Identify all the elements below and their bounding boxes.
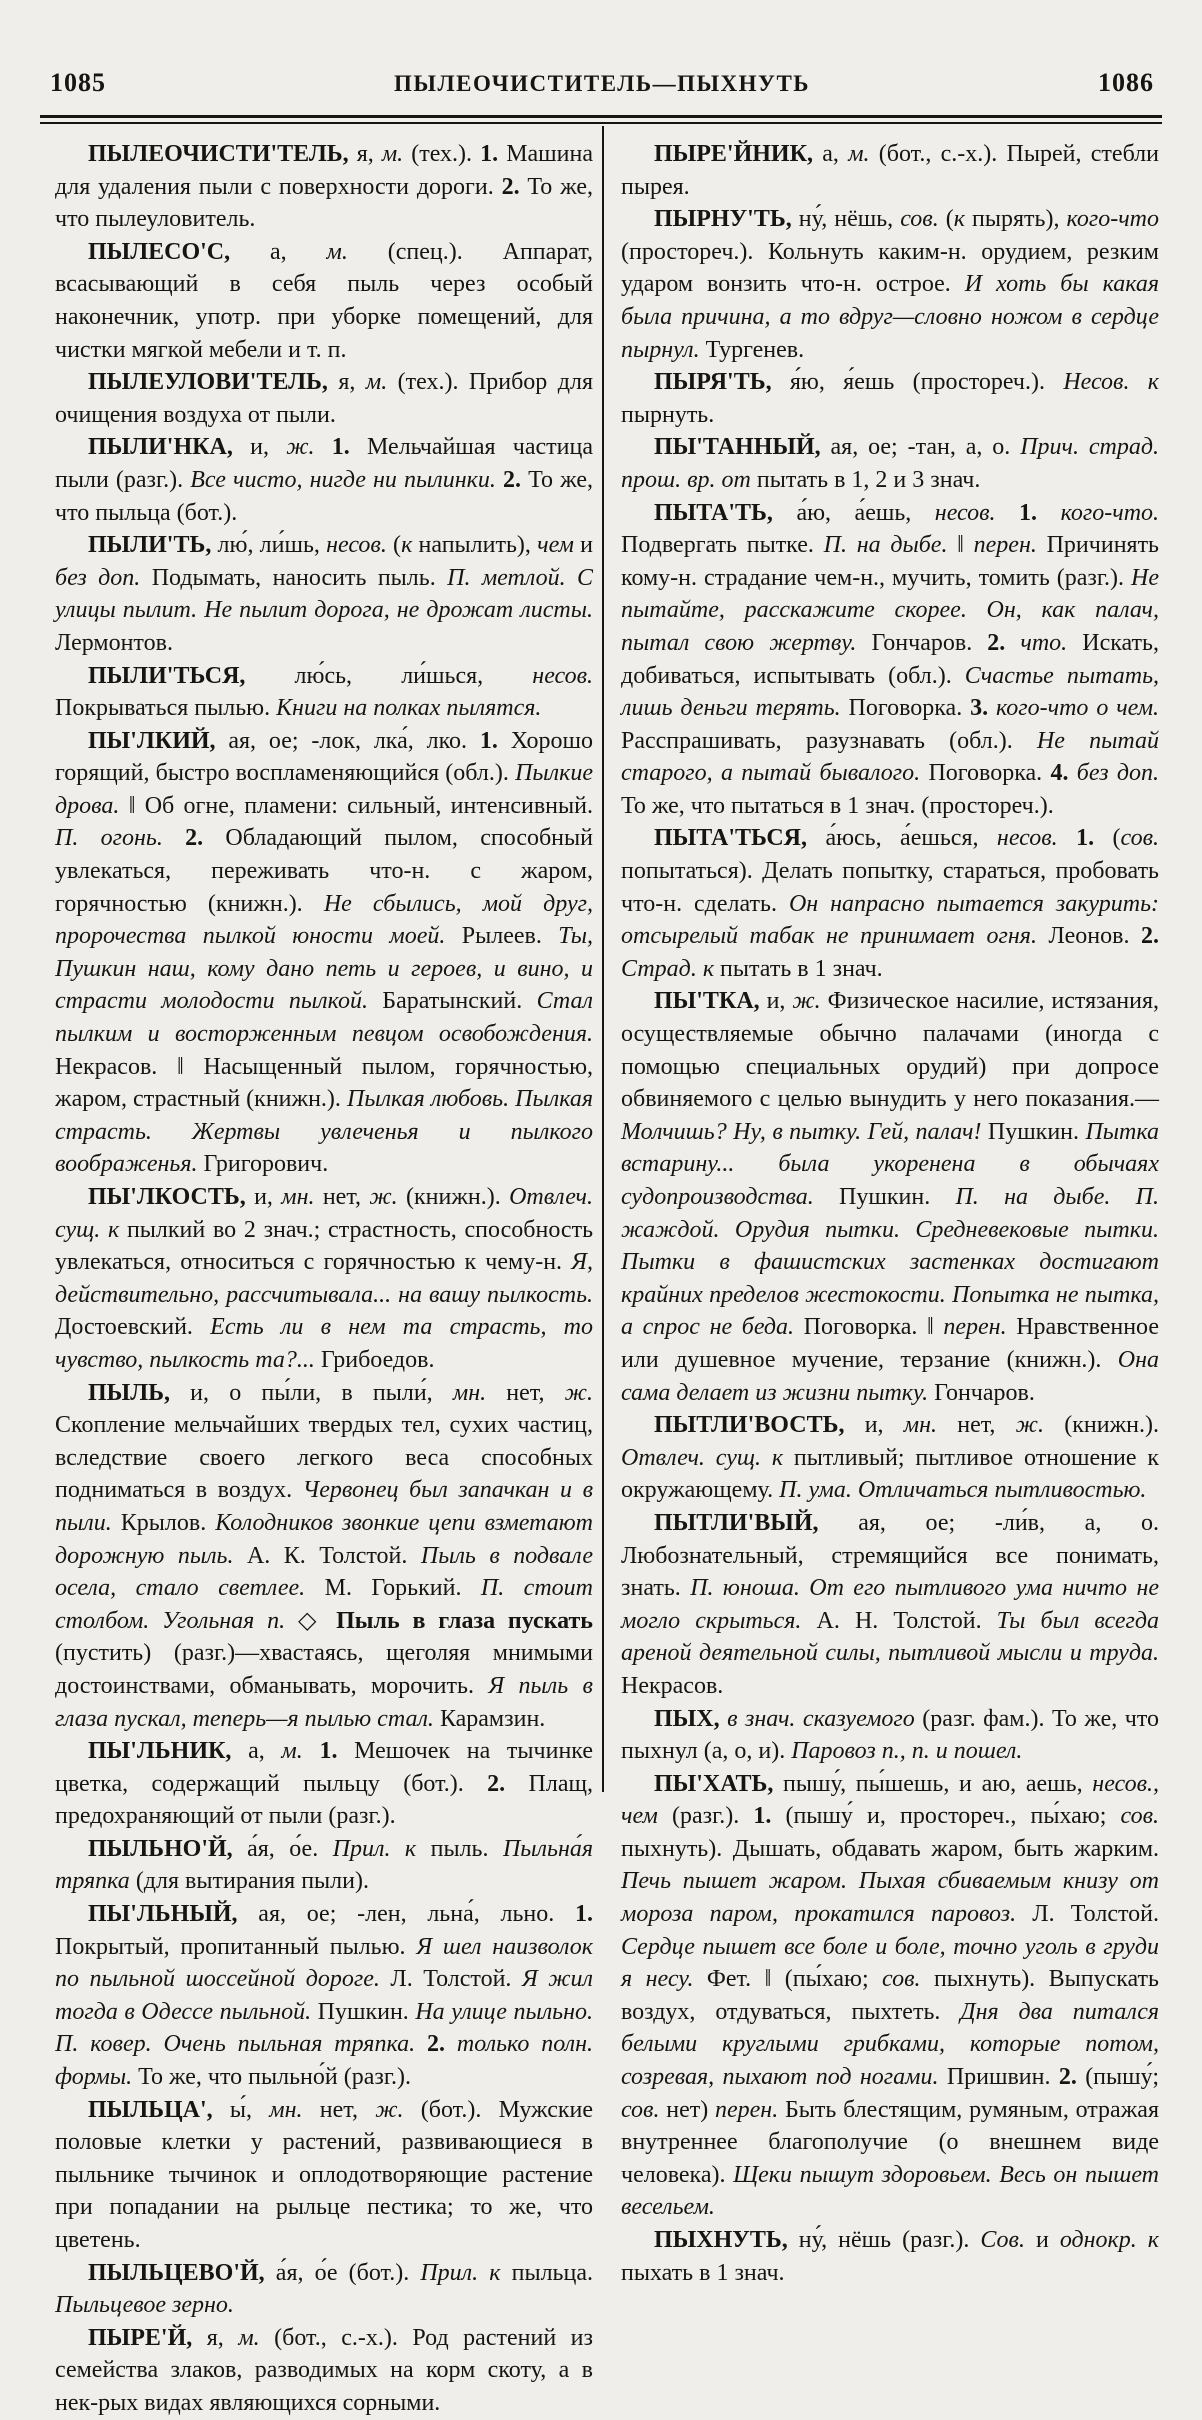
dictionary-entry [621, 497, 1159, 823]
entry-italic-text: несов. [934, 499, 996, 526]
entry-italic-text: Все чисто, нигде ни пылинки. [190, 466, 496, 493]
entry-text: пыль. [416, 1835, 503, 1862]
entry-italic-text: однокр. к [1059, 2227, 1160, 2253]
entry-text: (бот.). Мужские половые клетки у растений, развивающиеся в пыльнике тычинок и оплодотворяющие растение при попадании на рыльце пестика; то же, что цветень. [55, 2096, 593, 2253]
entry-bold-text: ПЫТЛИ'ВОСТЬ, [654, 1412, 845, 1439]
entry-text: Гончаров. [928, 1379, 1035, 1406]
entry-text: пытливый; пытливое отношение к окружающему. [621, 1444, 1159, 1504]
entry-italic-text: П. стоит столбом. Угольная п. [55, 1575, 593, 1634]
entry-italic-text: несов., чем [621, 1770, 1159, 1830]
entry-italic-text: сов. [900, 206, 939, 233]
entry-italic-text: сов. [882, 1966, 921, 1993]
dictionary-entry [621, 203, 1159, 366]
entry-text: напылить), [412, 532, 538, 559]
entry-text: лю́сь, ли́шься, [245, 662, 533, 689]
entry-text: (пустить) (разг.)—хвастаясь, щеголяя мнимыми достоинствами, обманывать, морочить. [55, 1640, 593, 1699]
entry-text: (разг. фам.). То же, что пыхнул (а, о, и). [621, 1705, 1159, 1765]
entry-text: (простореч.). Кольнуть каким-н. орудием, резким ударом вонзить что-н. острое. [621, 238, 1159, 298]
entry-text: и, [759, 988, 793, 1015]
entry-italic-text: П. на дыбе. [823, 532, 948, 559]
entry-bold-text: ПЫЛИ'НКА, [88, 434, 233, 461]
entry-italic-text: Сов. [980, 2227, 1025, 2253]
entry-italic-text: ж. [369, 1184, 398, 1210]
entry-text: Нравственное или душевное мучение, терзание (книжн.). [621, 1314, 1160, 1373]
entry-text: пылкий во 2 знач.; страстность, способность увлекаться, относиться с горячностью к чему-н. [55, 1216, 594, 1276]
entry-italic-text: Колодников звонкие цепи взметают дорожную пыль. [55, 1509, 593, 1569]
entry-bold-text: 2. [501, 173, 520, 200]
entry-italic-text: Пылкие дрова. [55, 760, 593, 819]
entry-text: (пышу́; [1076, 2064, 1159, 2091]
entry-bold-text: ПЫРЕ'Й, [88, 2324, 193, 2351]
entry-text: Лермонтов. [55, 629, 173, 656]
dictionary-entry [621, 1768, 1159, 2224]
entry-italic-text: несов. [532, 662, 593, 689]
dictionary-entry [621, 431, 1159, 496]
entry-bold-text: 1. [1076, 825, 1095, 852]
entry-text: Тургенев. [699, 336, 805, 363]
entry-italic-text: Прич. страд. прош. вр. от [621, 434, 1159, 493]
entry-italic-text: Страд. к [621, 955, 715, 982]
entry-text: А. Н. Толстой. [801, 1607, 997, 1634]
entry-text: лю́, ли́шь, [211, 532, 327, 559]
entry-italic-text: перен. [943, 1314, 1007, 1341]
entry-italic-text: Печь пышет жаром. Пыхая сбиваемым книзу от мороза паром, прокатился паровоз. [621, 1868, 1159, 1928]
entry-bold-text: 1. [575, 1901, 593, 1928]
dictionary-entry [55, 1833, 593, 1898]
entry-text: и [1024, 2227, 1060, 2253]
entry-text: Покрытый, пропитанный пылью. [55, 1933, 417, 1960]
entry-text: Достоевский. [55, 1314, 211, 1341]
entry-italic-text: м. [326, 238, 348, 265]
entry-italic-text: ж. [375, 2096, 404, 2123]
entry-bold-text: ПЫРЕ'ЙНИК, [654, 141, 813, 167]
entry-text [1068, 760, 1076, 786]
entry-text: (тех.). [403, 141, 481, 167]
entry-bold-text: ПЫЛЕОЧИСТИ'ТЕЛЬ, [88, 141, 349, 167]
entry-text: То же, что пылеуловитель. [55, 173, 593, 233]
entry-text: Рылеев. [445, 923, 559, 950]
entry-italic-text: ж. [286, 434, 315, 461]
entry-italic-text: Не пытайте, расскажите скорее. Он, как палач, пытал свою жертву. [621, 564, 1159, 656]
entry-text: Фет. ‖ (пы́хаю; [693, 1966, 883, 1993]
entry-text: пырять), [965, 206, 1067, 233]
entry-bold-text: 2. [503, 466, 522, 493]
dictionary-entry [621, 1507, 1159, 1703]
entry-text [415, 2031, 427, 2057]
entry-text: Гончаров. [856, 629, 988, 656]
entry-text: пыхнуть). Выпускать воздух, отдуваться, пыхтеть. [621, 1966, 1159, 2025]
entry-italic-text: Я жил тогда в Одессе пыльной. [55, 1966, 594, 2025]
entry-italic-text: Пылкая любовь. Пылкая страсть. Жертвы увлеченья и пылкого воображенья. [55, 1086, 593, 1178]
entry-italic-text: Я шел наизволок по пыльной шоссейной дороге. [55, 1933, 594, 1993]
entry-text: Л. Толстой. [379, 1966, 522, 1993]
entry-bold-text: ПЫ'ЛЬНЫЙ, [88, 1901, 238, 1928]
entry-bold-text: 2. [1058, 2064, 1077, 2091]
entry-italic-text: кого-что о чем. [995, 695, 1160, 722]
entry-text: я, [192, 2324, 239, 2351]
entry-text: Причинять кому-н. страдание чем-н., мучить, томить (разг.). [621, 532, 1160, 591]
entry-text: ( [1094, 825, 1121, 852]
entry-italic-text: Он напрасно пытается закурить: отсырелый табак не принимает огня. [621, 890, 1159, 950]
entry-text: нет, [937, 1412, 1016, 1439]
entry-text: а, [231, 1738, 282, 1765]
entry-bold-text: 2. [1141, 923, 1159, 950]
dictionary-entry [55, 529, 593, 659]
entry-italic-text: мн. [452, 1379, 487, 1406]
entry-text: (книжн.). [397, 1184, 510, 1210]
entry-text: ‖ [947, 532, 974, 559]
entry-text: а́я, о́е. [232, 1835, 333, 1862]
entry-italic-text: м. [381, 141, 404, 167]
entry-text: ая, ое; -ли́в, а, о. Любознательный, стремящийся все понимать, знать. [621, 1509, 1159, 1602]
entry-italic-text: Ты был всегда ареной деятельной силы, пытливой мысли и труда. [621, 1607, 1159, 1667]
entry-text: (бот., с.-х.). Пырей, стебли пырея. [621, 141, 1159, 200]
entry-italic-text: Я пыль в глаза пускал, теперь—я пылью стал. [55, 1672, 593, 1732]
entry-bold-text: 1. [753, 1803, 772, 1830]
dictionary-entry [55, 138, 593, 236]
entry-text: я́ю, я́ешь (простореч.). [771, 369, 1064, 396]
entry-italic-text: П. на дыбе. П. жаждой. Орудия пытки. Средневековые пытки. Пытки в фашистских застенках достигают крайних пределов жестокости. Попытка не пытка, а спрос не беда. [621, 1184, 1159, 1341]
dictionary-entry [621, 1703, 1159, 1768]
left-column [55, 138, 593, 2420]
entry-text: Мельчайшая частица пыли (разг.). [55, 434, 593, 493]
entry-italic-text: ж. [792, 988, 821, 1015]
entry-bold-text: 4. [1050, 760, 1069, 787]
entry-text [315, 434, 332, 460]
dictionary-entry [55, 236, 593, 366]
entry-bold-text: 1. [479, 727, 498, 754]
entry-text: Хорошо горящий, быстро воспламеняющийся (обл.). [55, 727, 593, 787]
dictionary-entry [621, 822, 1159, 985]
entry-italic-text: перен. [973, 532, 1037, 559]
dictionary-entry [621, 366, 1159, 431]
entry-italic-text: м. [848, 141, 870, 167]
entry-text: ◇ [285, 1607, 337, 1634]
entry-text: нет, [486, 1379, 565, 1406]
dictionary-entry [621, 2224, 1159, 2289]
entry-text: М. Горький. [305, 1575, 481, 1602]
entry-italic-text: м. [365, 369, 388, 396]
entry-text [996, 500, 1020, 526]
entry-bold-text: ПЫТА'ТЬ, [654, 499, 773, 526]
page-number-left: 1085 [50, 68, 106, 97]
entry-bold-text: ПЫЛИ'ТЬ, [88, 532, 212, 559]
entry-text: Расспрашивать, разузнавать (обл.). [621, 727, 1037, 754]
running-title: ПЫЛЕОЧИСТИТЕЛЬ—ПЫХНУТЬ [393, 71, 810, 96]
entry-italic-text: без доп. [55, 564, 141, 591]
entry-text: Крылов. [111, 1509, 216, 1536]
entry-text: а́я, о́е (бот.). [264, 2259, 421, 2286]
entry-text: То же, что пыльно́й (разг.). [132, 2064, 411, 2091]
entry-text: ы́, [212, 2096, 270, 2123]
entry-text: Грибоедов. [314, 1346, 435, 1373]
entry-text: пыхать в 1 знач. [621, 2259, 785, 2286]
entry-text: и, [232, 434, 287, 461]
entry-text: ну́, нёшь (разг.). [787, 2227, 981, 2253]
entry-text: (для вытирания пыли). [129, 1868, 369, 1895]
entry-text: Физическое насилие, истязания, осуществляемые обычно палачами (иногда с помощью специальных орудий) при допросе обвиняемого с целью вынудить у него показания.— [621, 988, 1159, 1113]
entry-italic-text: перен. [715, 2096, 779, 2123]
entry-bold-text: ПЫТЛИ'ВЫЙ, [654, 1509, 819, 1536]
entry-text: Леонов. [1036, 923, 1141, 950]
entry-bold-text: ПЫ'ТКА, [654, 988, 760, 1015]
entry-text: пытать в 1 знач. [714, 955, 883, 982]
dictionary-entry [55, 366, 593, 431]
page-header [50, 68, 1154, 98]
dictionary-entry [55, 1377, 593, 1736]
entry-italic-text: Молчишь? Ну, в пытку. Гей, палач! [621, 1118, 982, 1145]
entry-italic-text: Не пытай старого, а пытай бывалого. [621, 727, 1159, 787]
entry-italic-text: Она сама делает из жизни пытку. [621, 1346, 1159, 1406]
entry-italic-text: Пыль в подвале осела, стало светлее. [55, 1542, 593, 1602]
entry-italic-text: Ты, Пушкин наш, кому дано петь и героев, и вино, и страсти молодости пылкой. [55, 923, 593, 1015]
right-column [621, 138, 1159, 2420]
entry-text [445, 2031, 457, 2057]
entry-bold-text: 3. [970, 695, 989, 722]
entry-text: ая, ое; -лок, лка́, лко. [215, 727, 480, 754]
entry-bold-text: ПЫХНУТЬ, [654, 2227, 788, 2253]
entry-text [1005, 630, 1020, 656]
entry-text: пыльца. [500, 2259, 593, 2286]
entry-bold-text: 2. [987, 629, 1006, 656]
entry-bold-text: ПЫТА'ТЬСЯ, [654, 825, 807, 852]
entry-bold-text: ПЫ'ХАТЬ, [654, 1770, 774, 1797]
entry-italic-text: только полн. формы. [55, 2031, 594, 2091]
entry-text: (пышу́ и, простореч., пы́хаю; [771, 1803, 1121, 1830]
entry-italic-text: к [401, 532, 413, 559]
entry-text: А. К. Толстой. [233, 1542, 421, 1569]
entry-italic-text: П. огонь. [55, 825, 163, 852]
entry-italic-text: Прил. к [332, 1835, 417, 1862]
entry-bold-text: 1. [319, 1738, 338, 1765]
entry-text: ая, ое; -тан, а, о. [820, 434, 1021, 461]
entry-text [988, 695, 996, 721]
entry-text: Некрасов. [621, 1672, 724, 1699]
entry-italic-text: П. юноша. От его пытливого ума ничто не могло скрыться. [621, 1575, 1159, 1634]
entry-italic-text: Паровоз п., п. и пошел. [791, 1738, 1023, 1765]
entry-text [303, 1738, 320, 1764]
entry-bold-text: ПЫЛЬЦА', [88, 2096, 213, 2123]
entry-italic-text: Сердце пышет все боле и боле, точно уголь в груди я несу. [621, 1933, 1159, 1993]
entry-italic-text: Отвлеч. сущ. к [55, 1184, 593, 1243]
entry-text: Баратынский. [367, 988, 537, 1015]
entry-text: Скопление мельчайших твердых тел, сухих частиц, вследствие своего легкого веса способных подниматься в воздух. [55, 1412, 593, 1504]
dictionary-entry [621, 138, 1159, 203]
entry-text: Некрасов. ‖ Насыщенный пылом, горячностью, жаром, страстный (книжн.). [55, 1053, 593, 1113]
entry-text: Григорович. [197, 1151, 329, 1178]
entry-text: ‖ Об огне, пламени: сильный, интенсивный. [119, 792, 593, 819]
entry-italic-text: Червонец был запачкан и в пыли. [55, 1477, 593, 1536]
entry-text: То же, что пытаться в 1 знач. (простореч.). [621, 792, 1054, 819]
header-double-rule [40, 115, 1162, 124]
entry-italic-text: м. [281, 1738, 303, 1765]
entry-italic-text: несов. [996, 825, 1058, 852]
entry-text [1058, 825, 1076, 851]
entry-text: пырнуть. [621, 401, 715, 428]
entry-italic-text: Книги на полках пылятся. [276, 695, 542, 722]
entry-italic-text: сов. [1120, 825, 1159, 852]
entry-text: и, [844, 1412, 904, 1439]
entry-italic-text: П. метлой. С улицы пылит. Не пылит дорога, не дрожат листы. [55, 564, 593, 624]
entry-italic-text: мн. [269, 2096, 303, 2123]
dictionary-entry [55, 2322, 593, 2420]
entry-text: Пришвин. [938, 2064, 1059, 2091]
entry-text: нет, [302, 2096, 376, 2123]
entry-text: Плащ, предохраняющий от пыли (разг.). [55, 1770, 593, 1830]
entry-text: нет) [659, 2096, 715, 2123]
entry-bold-text: ПЫЛЬ, [88, 1379, 170, 1406]
entry-text: ая, ое; -лен, льна́, льно. [237, 1901, 575, 1928]
entry-bold-text: Пыль в глаза пускать [336, 1607, 593, 1634]
entry-italic-text: кого-что. [1060, 499, 1160, 526]
entry-bold-text: 2. [185, 825, 204, 852]
entry-text: и, [245, 1184, 282, 1210]
entry-text: То же, что пыльца (бот.). [55, 466, 594, 526]
dictionary-entry [55, 2094, 593, 2257]
entry-text: ( [386, 532, 402, 559]
entry-bold-text: ПЫ'ЛЬНИК, [88, 1738, 232, 1765]
entry-bold-text: ПЫ'ЛКОСТЬ, [88, 1184, 246, 1210]
entry-text: Подымать, наносить пыль. [140, 564, 448, 591]
entry-bold-text: ПЫРНУ'ТЬ, [654, 206, 792, 233]
entry-italic-text: Пыльна́я тряпка [55, 1835, 594, 1895]
entry-text: Поговорка. [920, 760, 1051, 787]
entry-italic-text: Прил. к [420, 2259, 501, 2286]
entry-text: а, [230, 238, 327, 265]
entry-italic-text: Пыльцевое зерно. [55, 2292, 234, 2319]
entry-text: Пушкин. [813, 1184, 956, 1210]
entry-text: Пушкин. [311, 1998, 416, 2025]
entry-bold-text: ПЫЛЬНО'Й, [88, 1835, 233, 1862]
entry-text: Искать, добиваться, испытывать (обл.). [621, 629, 1159, 689]
entry-italic-text: кого-что [1066, 206, 1159, 233]
entry-italic-text: Я, действительно, рассчитывала... на вашу пылкость. [55, 1249, 593, 1308]
entry-text: Поговорка. [840, 695, 971, 722]
entry-text: нет, [314, 1184, 370, 1210]
entry-text: я, [327, 369, 366, 396]
entry-text: (тех.). Прибор для очищения воздуха от пыли. [55, 369, 593, 428]
entry-bold-text: 1. [331, 434, 350, 461]
dictionary-entry [621, 985, 1159, 1409]
entry-bold-text: ПЫ'ЛКИЙ, [88, 727, 216, 754]
dictionary-entry [55, 2257, 593, 2322]
entry-italic-text: Щеки пышут здоровьем. Весь он пышет весельем. [621, 2161, 1159, 2221]
entry-bold-text: ПЫЛИ'ТЬСЯ, [88, 662, 246, 689]
entry-italic-text: чем [537, 532, 574, 559]
entry-italic-text: что. [1020, 629, 1068, 656]
entry-text: Карамзин. [433, 1705, 546, 1732]
entry-bold-text: ПЫЛЕУЛОВИ'ТЕЛЬ, [88, 369, 328, 396]
entry-bold-text: ПЫХ, [654, 1705, 720, 1732]
entry-text: и, о пы́ли, в пыли́, [169, 1379, 453, 1406]
entry-italic-text: И хоть бы какая была причина, а то вдруг—словно ножом в сердце пырнул. [621, 271, 1160, 363]
entry-italic-text: в знач. сказуемого [727, 1705, 915, 1732]
dictionary-entry [621, 1409, 1159, 1507]
entry-text [720, 1706, 728, 1732]
entry-bold-text: 2. [487, 1770, 506, 1797]
entry-italic-text: ж. [564, 1379, 593, 1406]
entry-text: Быть блестящим, румяным, отражая внутреннее благополучие (о внешнем виде человека). [621, 2096, 1159, 2188]
entry-italic-text: м. [238, 2324, 260, 2351]
entry-text: (бот., с.-х.). Род растений из семейства злаков, разводимых на корм скоту, а в нек-рых видах являющихся сорными. [55, 2324, 594, 2416]
dictionary-entry [55, 1181, 593, 1377]
entry-italic-text: сов. [1120, 1803, 1159, 1830]
entry-bold-text: 1. [480, 141, 499, 167]
entry-text: а́юсь, а́ешься, [807, 825, 997, 852]
entry-text: Обладающий пылом, способный увлекаться, переживать что-н. с жаром, горячностью (книжн.). [55, 825, 593, 917]
entry-text: я, [348, 141, 382, 167]
entry-text: Пушкин. [981, 1118, 1086, 1145]
dictionary-entry [55, 660, 593, 725]
entry-text: пыхнуть). Дышать, обдавать жаром, быть жарким. [621, 1835, 1159, 1862]
dictionary-entry [55, 1735, 593, 1833]
entry-text: Мешочек на тычинке цветка, содержащий пыльцу (бот.). [55, 1738, 593, 1797]
entry-text: и [573, 532, 594, 559]
entry-italic-text: Стал пылким и восторженным певцом освобождения. [55, 988, 593, 1048]
entry-text: Поговорка. ‖ [794, 1314, 944, 1341]
entry-text [1037, 500, 1061, 526]
entry-italic-text: мн. [281, 1184, 315, 1210]
entry-italic-text: Отвлеч. сущ. к [621, 1444, 784, 1471]
entry-bold-text: 1. [1019, 499, 1038, 526]
entry-text: Подвергать пытке. [621, 532, 824, 559]
entry-text: (разг.). [657, 1803, 754, 1830]
entry-italic-text: сов. [621, 2096, 660, 2123]
entry-italic-text: П. ума. Отличаться пытливостью. [779, 1477, 1147, 1504]
entry-text: Машина для удаления пыли с поверхности дороги. [55, 141, 593, 200]
entry-bold-text: ПЫЛЬЦЕВО'Й, [88, 2259, 265, 2286]
text-columns [55, 138, 1159, 2420]
entry-italic-text: Счастье пытать, лишь деньги терять. [621, 662, 1159, 722]
entry-bold-text: ПЫЛЕСО'С, [88, 238, 231, 265]
entry-italic-text: Дня два питался белыми круглыми грибками, которые потом, созревая, пыхают под ногами. [621, 1998, 1160, 2091]
entry-italic-text: без доп. [1076, 760, 1159, 787]
entry-text: Покрываться пылью. [55, 695, 277, 722]
entry-italic-text: несов. [326, 532, 387, 559]
entry-text: ( [938, 206, 954, 233]
entry-text: ну́, нёшь, [791, 206, 901, 233]
entry-text [163, 825, 185, 851]
entry-text: попытаться). Делать попытку, стараться, пробовать что-н. сделать. [621, 858, 1159, 917]
entry-text: Л. Толстой. [1016, 1901, 1159, 1928]
entry-bold-text: ПЫРЯ'ТЬ, [654, 369, 772, 396]
entry-italic-text: мн. [903, 1412, 938, 1439]
entry-bold-text: ПЫ'ТАННЫЙ, [654, 434, 821, 461]
entry-text: пышу́, пы́шешь, и аю, аешь, [773, 1770, 1093, 1797]
entry-italic-text: к [953, 206, 965, 233]
entry-text: пытать в 1, 2 и 3 знач. [750, 466, 981, 493]
dictionary-entry [55, 1898, 593, 2094]
dictionary-entry [55, 431, 593, 529]
entry-italic-text: Несов. к [1063, 369, 1159, 396]
entry-italic-text: Есть ли в нем та страсть, то чувство, пылкость та?... [55, 1314, 594, 1373]
entry-text: (книжн.). [1044, 1412, 1159, 1439]
entry-italic-text: На улице пыльно. П. ковер. Очень пыльная тряпка. [55, 1998, 593, 2058]
entry-italic-text: ж. [1015, 1412, 1044, 1439]
entry-text [496, 467, 503, 493]
entry-italic-text: Пытка встарину... была укоренена в обычаях судопроизводства. [621, 1118, 1159, 1210]
entry-bold-text: 2. [427, 2031, 445, 2058]
dictionary-entry [55, 725, 593, 1181]
entry-italic-text: Не сбылись, мой друг, пророчества пылкой юности моей. [55, 890, 593, 950]
entry-text: а́ю, а́ешь, [772, 499, 935, 526]
entry-text: (спец.). Аппарат, всасывающий в себя пыль через особый наконечник, употр. при уборке помещений, для чистки мягкой мебели и т. п. [55, 238, 593, 363]
entry-text: а, [812, 141, 849, 167]
page-number-right: 1086 [1097, 68, 1154, 97]
